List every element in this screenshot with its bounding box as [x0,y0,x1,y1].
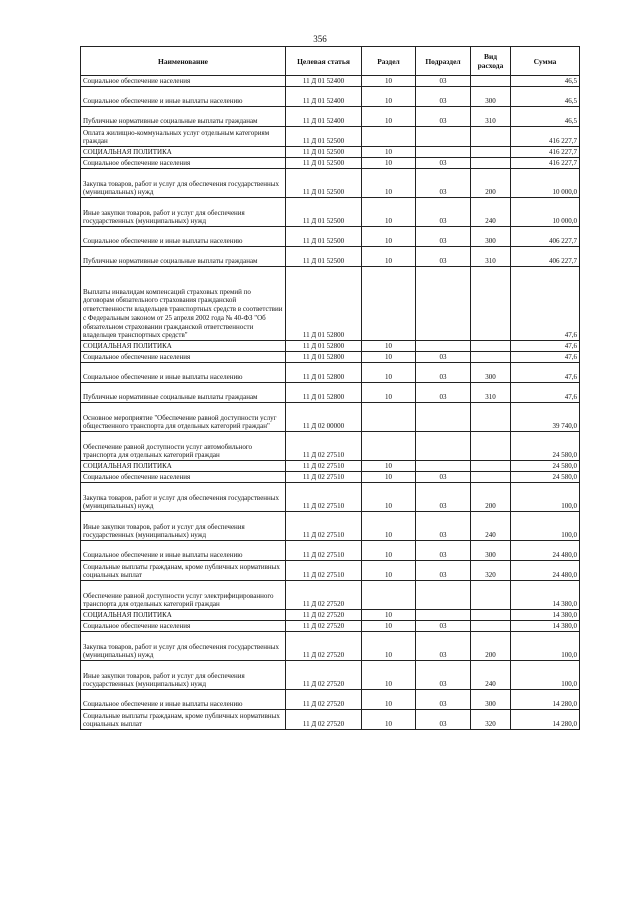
row-section: 10 [362,383,416,403]
row-expense-type [471,352,511,363]
row-sum: 406 227,7 [511,227,580,247]
row-expense-type: 240 [471,661,511,690]
row-article: 11 Д 02 27520 [286,610,362,621]
row-name: Закупка товаров, работ и услуг для обеспечения государственных (муниципальных) нужд [81,632,286,661]
row-subsection [416,432,471,461]
table-row [81,247,580,267]
row-name: Закупка товаров, работ и услуг для обеспечения государственных (муниципальных) нужд [81,483,286,512]
row-article: 11 Д 02 27510 [286,512,362,541]
table-row [81,472,580,483]
row-section: 10 [362,472,416,483]
table-row [81,432,580,461]
row-subsection: 03 [416,483,471,512]
table-row [81,127,580,147]
row-subsection [416,461,471,472]
row-sum: 46,5 [511,76,580,87]
row-subsection: 03 [416,472,471,483]
row-section: 10 [362,710,416,730]
table-row [81,169,580,198]
row-section: 10 [362,483,416,512]
row-expense-type: 240 [471,512,511,541]
row-expense-type [471,472,511,483]
table-row [81,227,580,247]
table-row [81,198,580,227]
row-name: СОЦИАЛЬНАЯ ПОЛИТИКА [81,341,286,352]
row-article: 11 Д 01 52800 [286,267,362,341]
row-subsection: 03 [416,690,471,710]
table-row [81,690,580,710]
row-name: Оплата жилищно-коммунальных услуг отдельным категориям граждан [81,127,286,147]
row-name: Закупка товаров, работ и услуг для обеспечения государственных (муниципальных) нужд [81,169,286,198]
row-subsection: 03 [416,87,471,107]
row-expense-type: 200 [471,169,511,198]
row-subsection [416,147,471,158]
row-sum: 416 227,7 [511,147,580,158]
table-row [81,147,580,158]
row-expense-type [471,76,511,87]
row-sum: 47,6 [511,267,580,341]
row-section: 10 [362,352,416,363]
row-expense-type [471,341,511,352]
row-section: 10 [362,621,416,632]
row-name: Социальное обеспечение населения [81,621,286,632]
row-article: 11 Д 01 52500 [286,147,362,158]
row-expense-type [471,621,511,632]
row-sum: 100,0 [511,512,580,541]
row-sum: 416 227,7 [511,127,580,147]
row-article: 11 Д 01 52500 [286,247,362,267]
row-expense-type [471,432,511,461]
row-subsection: 03 [416,621,471,632]
row-sum: 46,5 [511,87,580,107]
row-expense-type [471,127,511,147]
table-header [81,47,580,76]
row-sum: 24 580,0 [511,432,580,461]
row-subsection: 03 [416,383,471,403]
row-subsection: 03 [416,661,471,690]
row-section [362,127,416,147]
row-subsection: 03 [416,632,471,661]
row-subsection: 03 [416,247,471,267]
table-row [81,581,580,610]
row-article: 11 Д 02 27520 [286,621,362,632]
row-name: Социальное обеспечение и иные выплаты населению [81,690,286,710]
row-section: 10 [362,158,416,169]
row-name: Социальное обеспечение населения [81,352,286,363]
row-article: 11 Д 02 27510 [286,432,362,461]
table-row [81,267,580,341]
row-section [362,403,416,432]
table-row [81,621,580,632]
row-expense-type: 240 [471,198,511,227]
row-subsection [416,267,471,341]
row-subsection: 03 [416,107,471,127]
row-expense-type [471,581,511,610]
row-sum: 47,6 [511,363,580,383]
row-section: 10 [362,107,416,127]
table-row [81,561,580,581]
row-sum: 24 480,0 [511,541,580,561]
row-section: 10 [362,247,416,267]
table-row [81,383,580,403]
row-name: Публичные нормативные социальные выплаты гражданам [81,247,286,267]
row-subsection: 03 [416,76,471,87]
row-article: 11 Д 01 52800 [286,341,362,352]
row-expense-type: 300 [471,87,511,107]
row-name: Социальное обеспечение населения [81,158,286,169]
table-row [81,512,580,541]
table-row [81,403,580,432]
table-row [81,461,580,472]
header-sum: Сумма [511,47,580,76]
row-article: 11 Д 02 27510 [286,483,362,512]
row-sum: 24 580,0 [511,461,580,472]
row-expense-type [471,147,511,158]
row-expense-type: 200 [471,632,511,661]
table-row [81,363,580,383]
table-row [81,710,580,730]
row-subsection: 03 [416,363,471,383]
row-expense-type: 300 [471,541,511,561]
row-article: 11 Д 01 52800 [286,383,362,403]
row-name: СОЦИАЛЬНАЯ ПОЛИТИКА [81,147,286,158]
row-expense-type: 310 [471,107,511,127]
row-expense-type: 300 [471,363,511,383]
table-row [81,107,580,127]
row-article: 11 Д 01 52500 [286,169,362,198]
row-subsection: 03 [416,169,471,198]
table-row [81,76,580,87]
row-section: 10 [362,363,416,383]
table-row [81,87,580,107]
row-sum: 100,0 [511,661,580,690]
row-article: 11 Д 02 27510 [286,472,362,483]
table-row [81,661,580,690]
header-article: Целевая статья [286,47,362,76]
row-article: 11 Д 01 52500 [286,158,362,169]
row-article: 11 Д 02 27510 [286,461,362,472]
row-subsection [416,403,471,432]
table-row [81,541,580,561]
row-section: 10 [362,632,416,661]
row-name: Выплаты инвалидам компенсаций страховых премий по договорам обязательного страхования гражданской ответственности владельцев транспортных средств в соответствии с Федеральным законом от 25 апреля 2002 года № 40-ФЗ "Об обязательном страховании гражданской ответственности владельцев транспортных средств" [81,267,286,341]
row-name: Социальное обеспечение и иные выплаты населению [81,541,286,561]
row-expense-type [471,461,511,472]
row-section [362,267,416,341]
row-subsection: 03 [416,710,471,730]
row-name: СОЦИАЛЬНАЯ ПОЛИТИКА [81,610,286,621]
row-subsection [416,341,471,352]
table-row [81,158,580,169]
row-article: 11 Д 02 27520 [286,661,362,690]
row-sum: 14 380,0 [511,610,580,621]
row-name: Обеспечение равной доступности услуг электрифицированного транспорта для отдельных категорий граждан [81,581,286,610]
row-article: 11 Д 02 27520 [286,690,362,710]
row-article: 11 Д 01 52400 [286,107,362,127]
row-expense-type: 200 [471,483,511,512]
row-expense-type: 320 [471,710,511,730]
row-article: 11 Д 02 27510 [286,541,362,561]
row-name: Социальные выплаты гражданам, кроме публичных нормативных социальных выплат [81,561,286,581]
row-subsection: 03 [416,352,471,363]
header-section: Раздел [362,47,416,76]
row-sum: 14 280,0 [511,710,580,730]
row-sum: 46,5 [511,107,580,127]
row-name: Социальное обеспечение и иные выплаты населению [81,227,286,247]
row-name: Публичные нормативные социальные выплаты гражданам [81,383,286,403]
row-article: 11 Д 01 52500 [286,127,362,147]
row-subsection [416,127,471,147]
row-section: 10 [362,610,416,621]
row-subsection: 03 [416,227,471,247]
row-name: Основное мероприятие "Обеспечение равной доступности услуг общественного транспорта для отдельных категорий граждан" [81,403,286,432]
row-name: Социальное обеспечение населения [81,76,286,87]
row-name: Социальное обеспечение и иные выплаты населению [81,87,286,107]
row-article: 11 Д 02 27520 [286,581,362,610]
row-expense-type [471,267,511,341]
row-name: Социальные выплаты гражданам, кроме публичных нормативных социальных выплат [81,710,286,730]
row-section: 10 [362,169,416,198]
row-name: Публичные нормативные социальные выплаты гражданам [81,107,286,127]
row-sum: 47,6 [511,383,580,403]
row-article: 11 Д 01 52400 [286,76,362,87]
row-section: 10 [362,198,416,227]
row-article: 11 Д 02 27520 [286,632,362,661]
row-section [362,581,416,610]
row-article: 11 Д 02 27510 [286,561,362,581]
row-sum: 14 380,0 [511,581,580,610]
row-article: 11 Д 01 52400 [286,87,362,107]
row-expense-type: 320 [471,561,511,581]
table-row [81,610,580,621]
row-subsection: 03 [416,512,471,541]
row-article: 11 Д 02 27520 [286,710,362,730]
row-section: 10 [362,461,416,472]
row-subsection: 03 [416,158,471,169]
row-sum: 406 227,7 [511,247,580,267]
row-article: 11 Д 01 52800 [286,352,362,363]
header-expense-type: Вид расхода [471,47,511,76]
row-expense-type: 300 [471,227,511,247]
row-section: 10 [362,541,416,561]
table-row [81,632,580,661]
row-sum: 24 580,0 [511,472,580,483]
row-expense-type [471,403,511,432]
row-expense-type: 310 [471,383,511,403]
row-expense-type: 310 [471,247,511,267]
row-expense-type: 300 [471,690,511,710]
row-sum: 14 380,0 [511,621,580,632]
row-sum: 10 000,0 [511,198,580,227]
row-sum: 100,0 [511,483,580,512]
row-name: СОЦИАЛЬНАЯ ПОЛИТИКА [81,461,286,472]
row-sum: 10 000,0 [511,169,580,198]
row-name: Обеспечение равной доступности услуг автомобильного транспорта для отдельных категорий граждан [81,432,286,461]
row-article: 11 Д 01 52500 [286,198,362,227]
row-section: 10 [362,341,416,352]
row-subsection: 03 [416,541,471,561]
table-body [81,76,580,730]
row-name: Социальное обеспечение населения [81,472,286,483]
row-subsection [416,581,471,610]
row-name: Иные закупки товаров, работ и услуг для обеспечения государственных (муниципальных) нужд [81,198,286,227]
row-expense-type [471,158,511,169]
row-sum: 24 480,0 [511,561,580,581]
row-name: Социальное обеспечение и иные выплаты населению [81,363,286,383]
row-sum: 14 280,0 [511,690,580,710]
row-sum: 416 227,7 [511,158,580,169]
row-sum: 47,6 [511,352,580,363]
row-section [362,432,416,461]
table-row [81,483,580,512]
row-expense-type [471,610,511,621]
row-subsection [416,610,471,621]
row-sum: 47,6 [511,341,580,352]
row-article: 11 Д 01 52800 [286,363,362,383]
header-subsection: Подраздел [416,47,471,76]
row-section: 10 [362,512,416,541]
table-row [81,341,580,352]
page-number: 356 [313,34,327,44]
row-section: 10 [362,147,416,158]
row-section: 10 [362,561,416,581]
row-sum: 39 740,0 [511,403,580,432]
table-row [81,352,580,363]
row-article: 11 Д 01 52500 [286,227,362,247]
row-sum: 100,0 [511,632,580,661]
row-section: 10 [362,661,416,690]
row-section: 10 [362,76,416,87]
row-name: Иные закупки товаров, работ и услуг для обеспечения государственных (муниципальных) нужд [81,661,286,690]
row-article: 11 Д 02 00000 [286,403,362,432]
row-section: 10 [362,227,416,247]
row-subsection: 03 [416,561,471,581]
row-section: 10 [362,87,416,107]
header-row [81,47,580,76]
row-name: Иные закупки товаров, работ и услуг для обеспечения государственных (муниципальных) нужд [81,512,286,541]
budget-table [80,46,580,730]
row-section: 10 [362,690,416,710]
header-name: Наименование [81,47,286,76]
row-subsection: 03 [416,198,471,227]
